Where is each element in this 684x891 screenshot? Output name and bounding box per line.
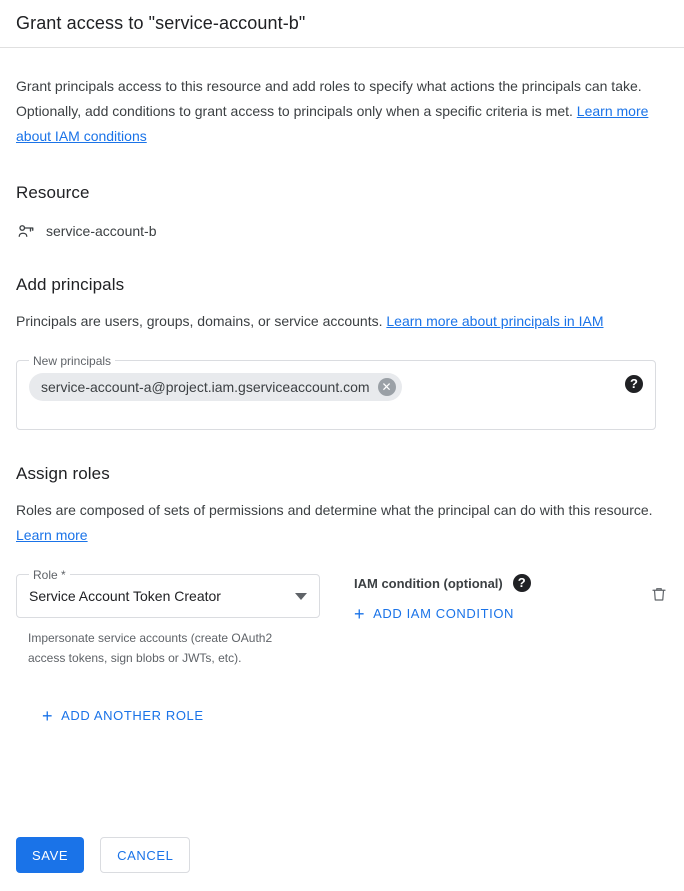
add-principals-heading: Add principals	[16, 275, 125, 294]
new-principals-field[interactable]	[16, 354, 656, 430]
add-another-role-label: ADD ANOTHER ROLE	[61, 708, 204, 723]
iam-condition-column	[354, 574, 628, 625]
plus-icon: +	[42, 705, 54, 726]
dialog-actions	[16, 837, 190, 873]
roles-description	[16, 498, 656, 548]
role-select-label: Role *	[29, 567, 70, 583]
role-description-hint: Impersonate service accounts (create OAuth2 access tokens, sign blobs or JWTs, etc).	[28, 631, 273, 665]
dialog-header	[0, 0, 684, 48]
roles-learn-more-link[interactable]: Learn more	[16, 527, 88, 543]
service-account-icon	[16, 221, 36, 241]
principals-help-icon[interactable]	[625, 375, 643, 393]
iam-condition-label-row	[354, 574, 628, 592]
trash-icon[interactable]	[650, 584, 668, 604]
iam-condition-label: IAM condition (optional)	[354, 575, 503, 591]
help-icon-glyph: ?	[625, 375, 643, 393]
add-iam-condition-label: ADD IAM CONDITION	[373, 606, 515, 621]
role-column	[16, 568, 320, 668]
principals-description	[16, 309, 656, 334]
add-iam-condition-button[interactable]	[354, 603, 515, 624]
role-select-value: Service Account Token Creator	[29, 588, 221, 604]
resource-row	[16, 221, 668, 241]
iam-condition-help-icon[interactable]: ?	[513, 574, 531, 592]
role-entry-row	[16, 568, 668, 668]
principal-chip[interactable]	[29, 373, 402, 401]
delete-role-column	[628, 574, 668, 604]
resource-heading: Resource	[16, 183, 90, 202]
principals-learn-more-link[interactable]: Learn more about principals in IAM	[386, 313, 604, 329]
dialog-content	[0, 74, 684, 727]
roles-description-body: Roles are composed of sets of permissions and determine what the principal can do with this resource.	[16, 502, 653, 518]
cancel-button[interactable]: CANCEL	[100, 837, 190, 873]
intro-text	[16, 74, 656, 149]
intro-text-body: Grant principals access to this resource and add roles to specify what actions the principals can take. Optionally, add conditions to grant access to principals only when a specific criteria is met.	[16, 78, 642, 119]
close-icon[interactable]: ✕	[378, 378, 396, 396]
plus-icon: +	[354, 603, 366, 624]
role-select[interactable]	[16, 568, 320, 618]
principal-chip-label: service-account-a@project.iam.gserviceaccount.com	[41, 379, 370, 395]
new-principals-label: New principals	[29, 353, 115, 369]
iam-conditions-learn-more-link[interactable]: Learn more about IAM conditions	[16, 103, 649, 144]
assign-roles-heading: Assign roles	[16, 464, 110, 483]
principals-description-body: Principals are users, groups, domains, or service accounts.	[16, 313, 387, 329]
resource-name: service-account-b	[46, 223, 157, 239]
chevron-down-icon[interactable]	[295, 593, 307, 600]
page-title: Grant access to "service-account-b"	[16, 13, 306, 33]
add-another-role-button[interactable]	[42, 705, 204, 726]
save-button[interactable]: SAVE	[16, 837, 84, 873]
